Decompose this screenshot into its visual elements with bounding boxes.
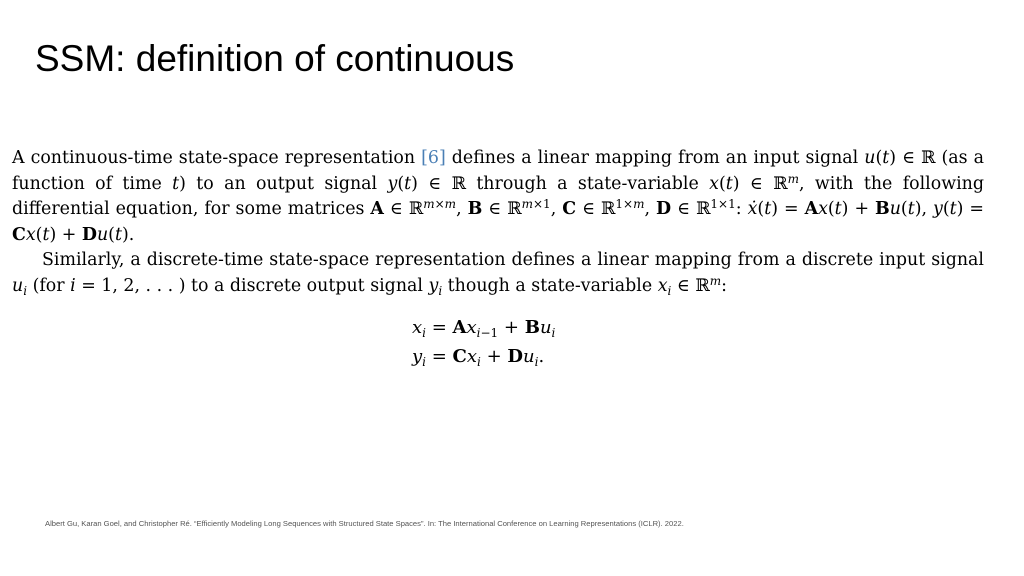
reference-footnote: Albert Gu, Karan Goel, and Christopher Ré. “Efficiently Modeling Long Sequences with Structured State Spaces”. In: The International Conference on Learning Representations (ICLR). 2022. (45, 519, 684, 528)
slide-title: SSM: definition of continuous (35, 38, 515, 79)
p2-text-d: though a state-variable (442, 275, 658, 296)
p1-text-a: defines a linear mapping from an input signal (445, 148, 865, 168)
citation-link[interactable]: [6] (421, 148, 446, 168)
discrete-equations (412, 313, 555, 371)
p1-intro: A continuous-time state-space representation (12, 148, 422, 168)
p1-text-e: , with the following differential equation, for some matrices (12, 173, 984, 219)
state-update-equation: $x_i = Ax_{i-1} + Bu_i$ (412, 317, 556, 340)
p1-text-d: through a state-variable (465, 173, 710, 194)
paragraph-continuous: A continuous-time state-space representation [6] defines a linear mapping from an input signal u(t) ∈ ℝ (as a function of time t) to an output signal y(t) ∈ ℝ through a state-variable x(t) ∈ ℝ$^m$, with the following differential equation, for some matrices A ∈ ℝ$^{m\times m}$, B ∈ ℝ$^{m\times 1}$, C ∈ ℝ$^{1\times m}$, D ∈ ℝ$^{1\times 1}$: ẋ(t) = Ax(t) + Bu(t), y(t) = Cx(t) + Du(t). (12, 148, 985, 245)
p2-text-b: (for (27, 275, 71, 296)
output-equation: $y_i = Cx_i + Du_i$. (412, 346, 545, 369)
p2-text-c: ) to a discrete output signal (178, 275, 429, 296)
p1-text-c: ) to an output signal (179, 173, 388, 194)
body-text (12, 146, 984, 299)
paragraph-discrete: Similarly, a discrete-time state-space representation defines a linear mapping from a discrete input signal $u_i$ (for i = 1, 2, . . . ) to a discrete output signal $y_i$ though a state-variable $x_i$ ∈ ℝ$^m$: (12, 250, 984, 298)
p2-text-a: Similarly, a discrete-time state-space representation defines a linear mapping from a discrete input signal (42, 250, 984, 270)
p1-text-b: (as a function of time (12, 148, 984, 194)
